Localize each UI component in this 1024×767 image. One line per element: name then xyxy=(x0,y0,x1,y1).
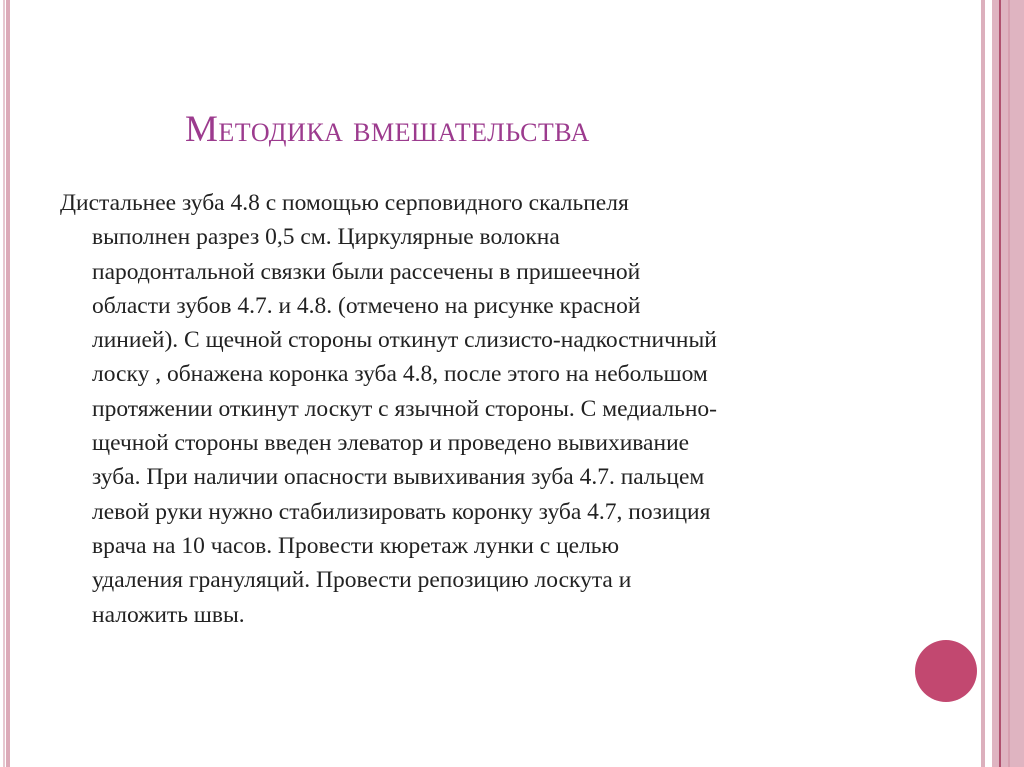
text-line: Дистальнее зуба 4.8 с помощью серповидного скальпеля xyxy=(60,190,629,216)
text-line: лоску , обнажена коронка зуба 4.8, после этого на небольшом xyxy=(92,361,708,388)
text-line: протяжении откинут лоскут с язычной стороны. С медиально- xyxy=(92,395,717,422)
left-stripe-thin xyxy=(3,0,5,767)
text-line: области зубов 4.7. и 4.8. (отмечено на рисунке красной xyxy=(92,292,641,319)
slide-body-text xyxy=(60,186,960,632)
text-line: удаления грануляций. Провести репозицию лоскута и xyxy=(92,567,632,594)
text-line: выполнен разрез 0,5 см. Циркулярные волокна xyxy=(92,224,560,251)
text-line: зуба. При наличии опасности вывихивания зуба 4.7. пальцем xyxy=(92,464,705,491)
decorative-circle xyxy=(915,640,977,702)
text-line: наложить швы. xyxy=(92,601,245,628)
right-stripe-mid xyxy=(1008,0,1010,767)
text-line: щечной стороны введен элеватор и проведено вывихивание xyxy=(92,430,690,457)
slide-title: Методика вмешательства xyxy=(185,109,590,150)
text-line: левой руки нужно стабилизировать коронку зуба 4.7, позиция xyxy=(92,498,711,525)
right-stripe-thin xyxy=(981,0,985,767)
text-line: пародонтальной связки были рассечены в пришеечной xyxy=(92,258,641,285)
text-line: врача на 10 часов. Провести кюретаж лунки с целью xyxy=(92,532,620,559)
text-line: линией). С щечной стороны откинут слизисто-надкостничный xyxy=(92,327,717,354)
left-stripe xyxy=(6,0,10,767)
right-stripe-dark xyxy=(999,0,1001,767)
